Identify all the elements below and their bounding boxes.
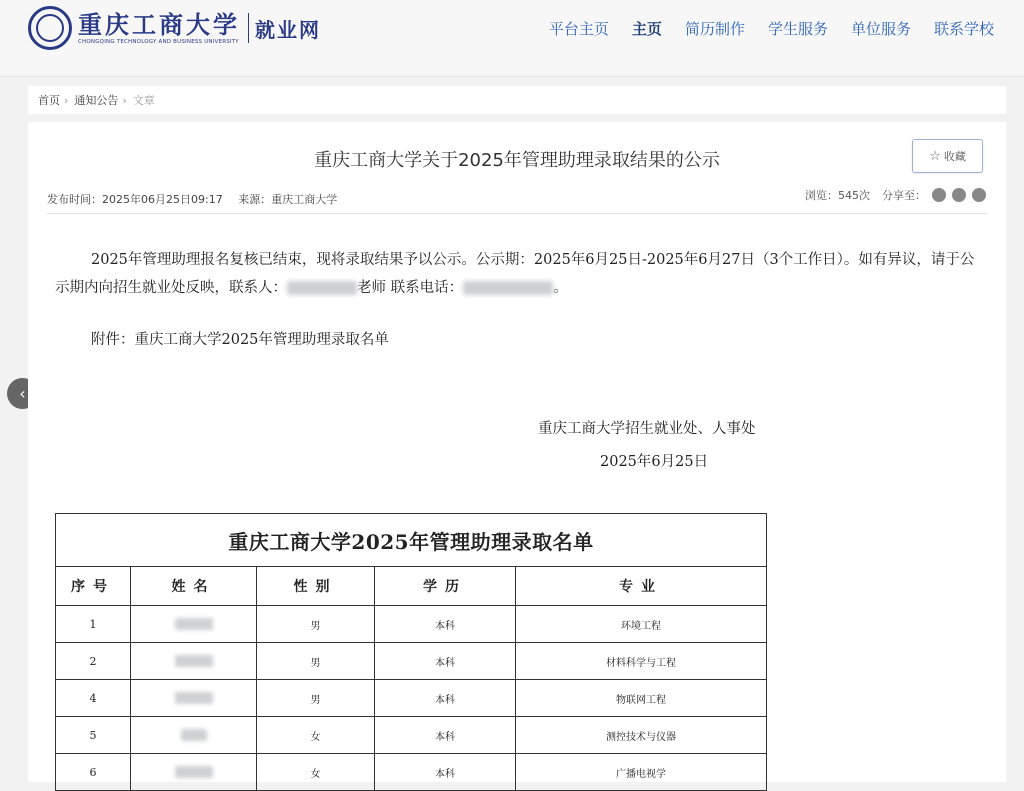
row-major: 环境工程 [516, 606, 767, 643]
paragraph-text-a: 2025年管理助理报名复核已结束，现将录取结果予以公示。公示期：2025年6月25日-2025年6月27日（3个工作日）。如有异议，请于公示期内向招生就业处反映，联系人： [55, 252, 975, 296]
view-count: 浏览：545次 [805, 189, 870, 202]
table-title: 重庆工商大学2025年管理助理录取名单 [56, 514, 767, 567]
chevron-right-icon: › [122, 93, 127, 107]
article-body [55, 246, 985, 302]
logo-divider [248, 13, 249, 43]
nav-contact-school[interactable]: 联系学校 [933, 20, 994, 38]
chevron-left-icon: ‹ [19, 384, 26, 403]
row-education: 本科 [375, 606, 516, 643]
row-name-redacted [131, 754, 257, 791]
row-name-redacted [131, 717, 257, 754]
favorite-button[interactable] [912, 139, 983, 173]
table-row [56, 643, 767, 680]
redacted-name [181, 729, 207, 741]
row-no: 4 [56, 680, 131, 717]
nav-home[interactable]: 主页 [631, 20, 662, 38]
logo-title: 重庆工商大学 [78, 10, 240, 39]
col-header-gender: 性别 [257, 567, 375, 606]
publish-time: 发布时间：2025年06月25日09:17 [47, 193, 223, 206]
redacted-name [175, 692, 213, 704]
article-panel [28, 122, 1006, 782]
row-name-redacted [131, 606, 257, 643]
table-row [56, 606, 767, 643]
star-icon: ☆ [929, 148, 941, 164]
row-gender: 男 [257, 643, 375, 680]
breadcrumb [28, 86, 1006, 114]
table-row [56, 754, 767, 791]
row-education: 本科 [375, 643, 516, 680]
nav-platform-home[interactable]: 平台主页 [548, 20, 609, 38]
chevron-right-icon: › [64, 93, 69, 107]
row-no: 2 [56, 643, 131, 680]
row-education: 本科 [375, 717, 516, 754]
row-no: 1 [56, 606, 131, 643]
row-education: 本科 [375, 680, 516, 717]
paragraph-text-b: 老师 联系电话： [357, 280, 464, 296]
row-major: 测控技术与仪器 [516, 717, 767, 754]
col-header-no: 序号 [56, 567, 131, 606]
row-gender: 男 [257, 680, 375, 717]
favorite-label: 收藏 [943, 150, 966, 163]
row-education: 本科 [375, 754, 516, 791]
table-row [56, 680, 767, 717]
university-emblem-icon [28, 6, 72, 50]
redacted-contact-name [287, 281, 357, 295]
row-gender: 男 [257, 606, 375, 643]
breadcrumb-home[interactable]: 首页 [38, 94, 60, 107]
main-nav [526, 19, 994, 39]
redacted-phone [463, 281, 553, 295]
col-header-major: 专业 [516, 567, 767, 606]
row-major: 材料科学与工程 [516, 643, 767, 680]
attachment-line: 附件：重庆工商大学2025年管理助理录取名单 [91, 332, 389, 348]
row-major: 物联网工程 [516, 680, 767, 717]
row-gender: 女 [257, 717, 375, 754]
table-row [56, 717, 767, 754]
row-no: 5 [56, 717, 131, 754]
table-header-row [56, 567, 767, 606]
breadcrumb-notices[interactable]: 通知公告 [74, 94, 119, 107]
article-stats [805, 187, 986, 203]
redacted-name [175, 766, 213, 778]
qq-share-icon[interactable] [952, 188, 966, 202]
wechat-share-icon[interactable] [932, 188, 946, 202]
nav-student-services[interactable]: 学生服务 [767, 20, 828, 38]
row-name-redacted [131, 643, 257, 680]
signature-date: 2025年6月25日 [600, 454, 709, 470]
site-logo[interactable] [28, 4, 348, 52]
article-meta [47, 191, 349, 207]
article-title: 重庆工商大学关于2025年管理助理录取结果的公示 [314, 150, 720, 171]
signature-department: 重庆工商大学招生就业处、人事处 [538, 421, 756, 437]
row-gender: 女 [257, 754, 375, 791]
site-header [0, 0, 1024, 77]
col-header-education: 学历 [375, 567, 516, 606]
redacted-name [175, 655, 213, 667]
row-no: 6 [56, 754, 131, 791]
weibo-share-icon[interactable] [972, 188, 986, 202]
redacted-name [175, 618, 213, 630]
nav-employer-services[interactable]: 单位服务 [850, 20, 911, 38]
paragraph-text-c: 。 [553, 280, 568, 296]
share-label: 分享至： [882, 189, 926, 202]
logo-subtitle: 就业网 [255, 17, 321, 42]
meta-divider [47, 213, 987, 214]
row-name-redacted [131, 680, 257, 717]
article-paragraph [55, 246, 985, 302]
article-source: 来源：重庆工商大学 [238, 193, 338, 206]
col-header-name: 姓名 [131, 567, 257, 606]
admission-table [55, 513, 767, 791]
nav-resume[interactable]: 简历制作 [684, 20, 745, 38]
row-major: 广播电视学 [516, 754, 767, 791]
logo-english: CHONGQING TECHNOLOGY AND BUSINESS UNIVERSITY [78, 39, 239, 45]
breadcrumb-current: 文章 [132, 94, 155, 107]
